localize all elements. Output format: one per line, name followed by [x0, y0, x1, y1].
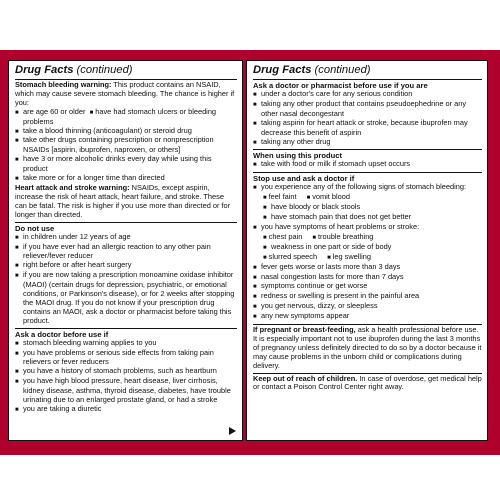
list-item: ■ take a blood thinning (anticoagulant) or steroid drug — [15, 127, 237, 137]
ask-doctor-heading: Ask a doctor before use if — [15, 329, 109, 339]
list-item: ■ take other drugs containing prescription or nonprescription NSAIDs [aspirin, ibuprofen, naproxen, or others] — [15, 136, 237, 155]
drug-facts-panel-left — [8, 60, 243, 441]
section-divider — [253, 149, 482, 150]
list-item: ■ you have high blood pressure, heart disease, liver cirrhosis, kidney disease, asthma, thyroid disease, diabetes, have trouble urinating due to an enlarged prostate gland, or had a stroke — [15, 377, 237, 405]
list-item: ■ symptoms continue or get worse — [253, 282, 482, 292]
drug-facts-panel-right — [246, 60, 488, 441]
list-item: ■ take with food or milk if stomach upset occurs — [253, 160, 482, 170]
list-item: ■ you have problems or serious side effects from taking pain relievers or fever reducers — [15, 349, 237, 368]
list-item: ■ in children under 12 years of age — [15, 233, 237, 243]
list-item: ■ if you have ever had an allergic reaction to any other pain reliever/fever reducer — [15, 243, 237, 262]
list-item: ■ taking any other product that contains pseudoephedrine or any other nasal decongestant — [253, 100, 482, 119]
list-item: ■ redness or swelling is present in the painful area — [253, 292, 482, 302]
stomach-warning: Stomach bleeding warning: This product contains an NSAID, which may cause severe stomach bleeding. The chance is higher if you: — [15, 80, 235, 107]
heart-warning: Heart attack and stroke warning: NSAIDs, except aspirin, increase the risk of heart attack, heart failure, and stroke. These can be fatal. The risk is higher if you use more than directed or for longer than directed. — [15, 182, 231, 219]
list-item: ■ have bloody or black stools — [253, 203, 482, 213]
list-item: ■ if you are now taking a prescription monoamine oxidase inhibitor (MAOI) (certain drugs for depression, psychiatric, or emotional conditions, or Parkinson's disease), or for 2 weeks after stopping the MAOI drug. If you do not know if your prescription drug contains an MAOI, ask a doctor or pharmacist before taking this product. — [15, 271, 237, 325]
list-item: ■ any new symptoms appear — [253, 312, 482, 322]
list-item: ■ taking any other drug — [253, 138, 482, 148]
list-item: ■ you get nervous, dizzy, or sleepless — [253, 302, 482, 312]
do-not-use-heading: Do not use — [15, 223, 55, 233]
when-using-heading: When using this product — [253, 151, 343, 161]
title-rule — [253, 79, 482, 80]
panel-title: Drug Facts (continued) — [253, 64, 371, 76]
list-item: ■ have stomach pain that does not get better — [253, 213, 482, 223]
list-item: ■ you have symptoms of heart problems or stroke: — [253, 223, 482, 233]
ask-pharmacist-heading: Ask a doctor or pharmacist before use if you are — [253, 81, 428, 90]
list-item: ■ right before or after heart surgery — [15, 261, 237, 271]
keep-out-of-reach: Keep out of reach of children. In case of overdose, get medical help or contact a Poison Control Center right away. — [253, 373, 482, 392]
list-item: ■ have 3 or more alcoholic drinks every day while using this product — [15, 155, 237, 174]
section-divider — [253, 172, 482, 173]
list-item: ■ under a doctor's care for any serious condition — [253, 90, 482, 100]
list-item: ■ nasal congestion lasts for more than 7 days — [253, 273, 482, 283]
list-item: ■ you experience any of the following signs of stomach bleeding: — [253, 183, 482, 193]
symptom-row: ■ feel faint■ vomit blood — [253, 193, 482, 203]
list-item: ■ take more or for a longer time than directed — [15, 174, 237, 184]
list-item: ■ you have a history of stomach problems, such as heartburn — [15, 367, 237, 377]
list-item: ■ weakness in one part or side of body — [253, 243, 482, 253]
stop-use-heading: Stop use and ask a doctor if — [253, 174, 355, 184]
section-divider — [15, 328, 237, 329]
section-divider — [15, 222, 237, 223]
symptom-row: ■ slurred speech■ leg swelling — [253, 253, 482, 263]
list-item: ■ you are taking a diuretic — [15, 405, 237, 415]
list-item: ■ are age 60 or older ■ have had stomach ulcers or bleeding problems — [15, 108, 237, 127]
panel-title: Drug Facts (continued) — [15, 64, 133, 76]
list-item: ■ stomach bleeding warning applies to you — [15, 339, 237, 349]
list-item: ■ fever gets worse or lasts more than 3 days — [253, 263, 482, 273]
continue-arrow-icon — [229, 427, 236, 435]
symptom-row: ■ chest pain■ trouble breathing — [253, 233, 482, 243]
list-item: ■ taking aspirin for heart attack or stroke, because ibuprofen may decrease this benefit of aspirin — [253, 119, 482, 138]
pregnancy-warning: If pregnant or breast-feeding, ask a health professional before use. It is especially important not to use ibuprofen during the last 3 months of pregnancy unless definitely directed to do so by a doctor because it may cause problems in the unborn child or complications during delivery. — [253, 325, 482, 370]
